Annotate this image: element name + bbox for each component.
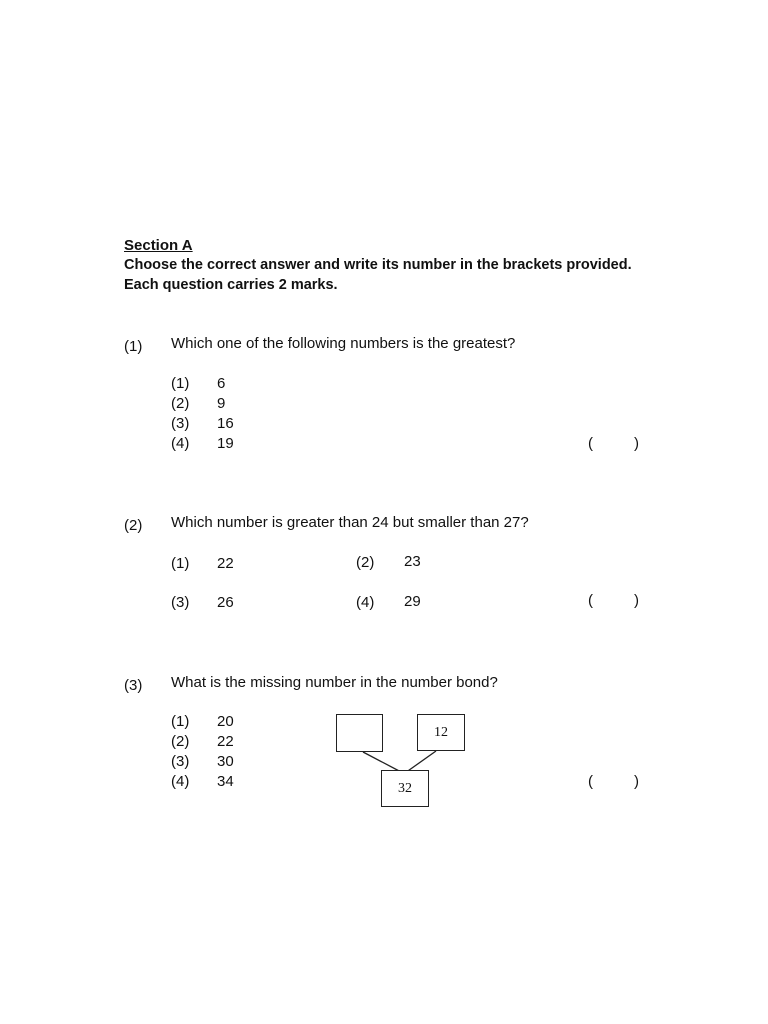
option-value: 16	[217, 415, 234, 432]
instruction-line-1: Choose the correct answer and write its number in the brackets provided.	[124, 257, 632, 273]
instruction-line-2: Each question carries 2 marks.	[124, 277, 338, 293]
option-label: (3)	[171, 753, 190, 770]
bracket-open: (	[588, 435, 593, 452]
number-bond-part: 12	[417, 714, 465, 751]
option-label: (2)	[171, 733, 190, 750]
question-number: (1)	[124, 338, 143, 355]
question-number: (2)	[124, 517, 143, 534]
option-value: 26	[217, 594, 234, 611]
section-title: Section A	[124, 237, 193, 254]
question-number: (3)	[124, 677, 143, 694]
option-value: 22	[217, 733, 234, 750]
bracket-close: )	[634, 773, 639, 790]
question-text: What is the missing number in the number bond?	[171, 674, 498, 691]
option-value: 9	[217, 395, 226, 412]
option-label: (3)	[171, 594, 190, 611]
option-value: 19	[217, 435, 234, 452]
option-label: (2)	[171, 395, 190, 412]
option-value: 20	[217, 713, 234, 730]
option-label: (1)	[171, 375, 190, 392]
option-label: (4)	[171, 773, 190, 790]
option-label: (4)	[356, 594, 375, 611]
number-bond-part-empty	[336, 714, 383, 752]
option-label: (1)	[171, 555, 190, 572]
question-text: Which one of the following numbers is the greatest?	[171, 335, 516, 352]
number-bond-whole: 32	[381, 770, 429, 807]
option-value: 29	[404, 593, 421, 610]
option-value: 34	[217, 773, 234, 790]
option-label: (1)	[171, 713, 190, 730]
bracket-close: )	[634, 592, 639, 609]
option-value: 30	[217, 753, 234, 770]
bracket-close: )	[634, 435, 639, 452]
option-value: 6	[217, 375, 226, 392]
option-label: (3)	[171, 415, 190, 432]
option-value: 23	[404, 553, 421, 570]
option-value: 22	[217, 555, 234, 572]
option-label: (4)	[171, 435, 190, 452]
option-label: (2)	[356, 554, 375, 571]
bracket-open: (	[588, 592, 593, 609]
question-text: Which number is greater than 24 but smaller than 27?	[171, 514, 529, 531]
bracket-open: (	[588, 773, 593, 790]
